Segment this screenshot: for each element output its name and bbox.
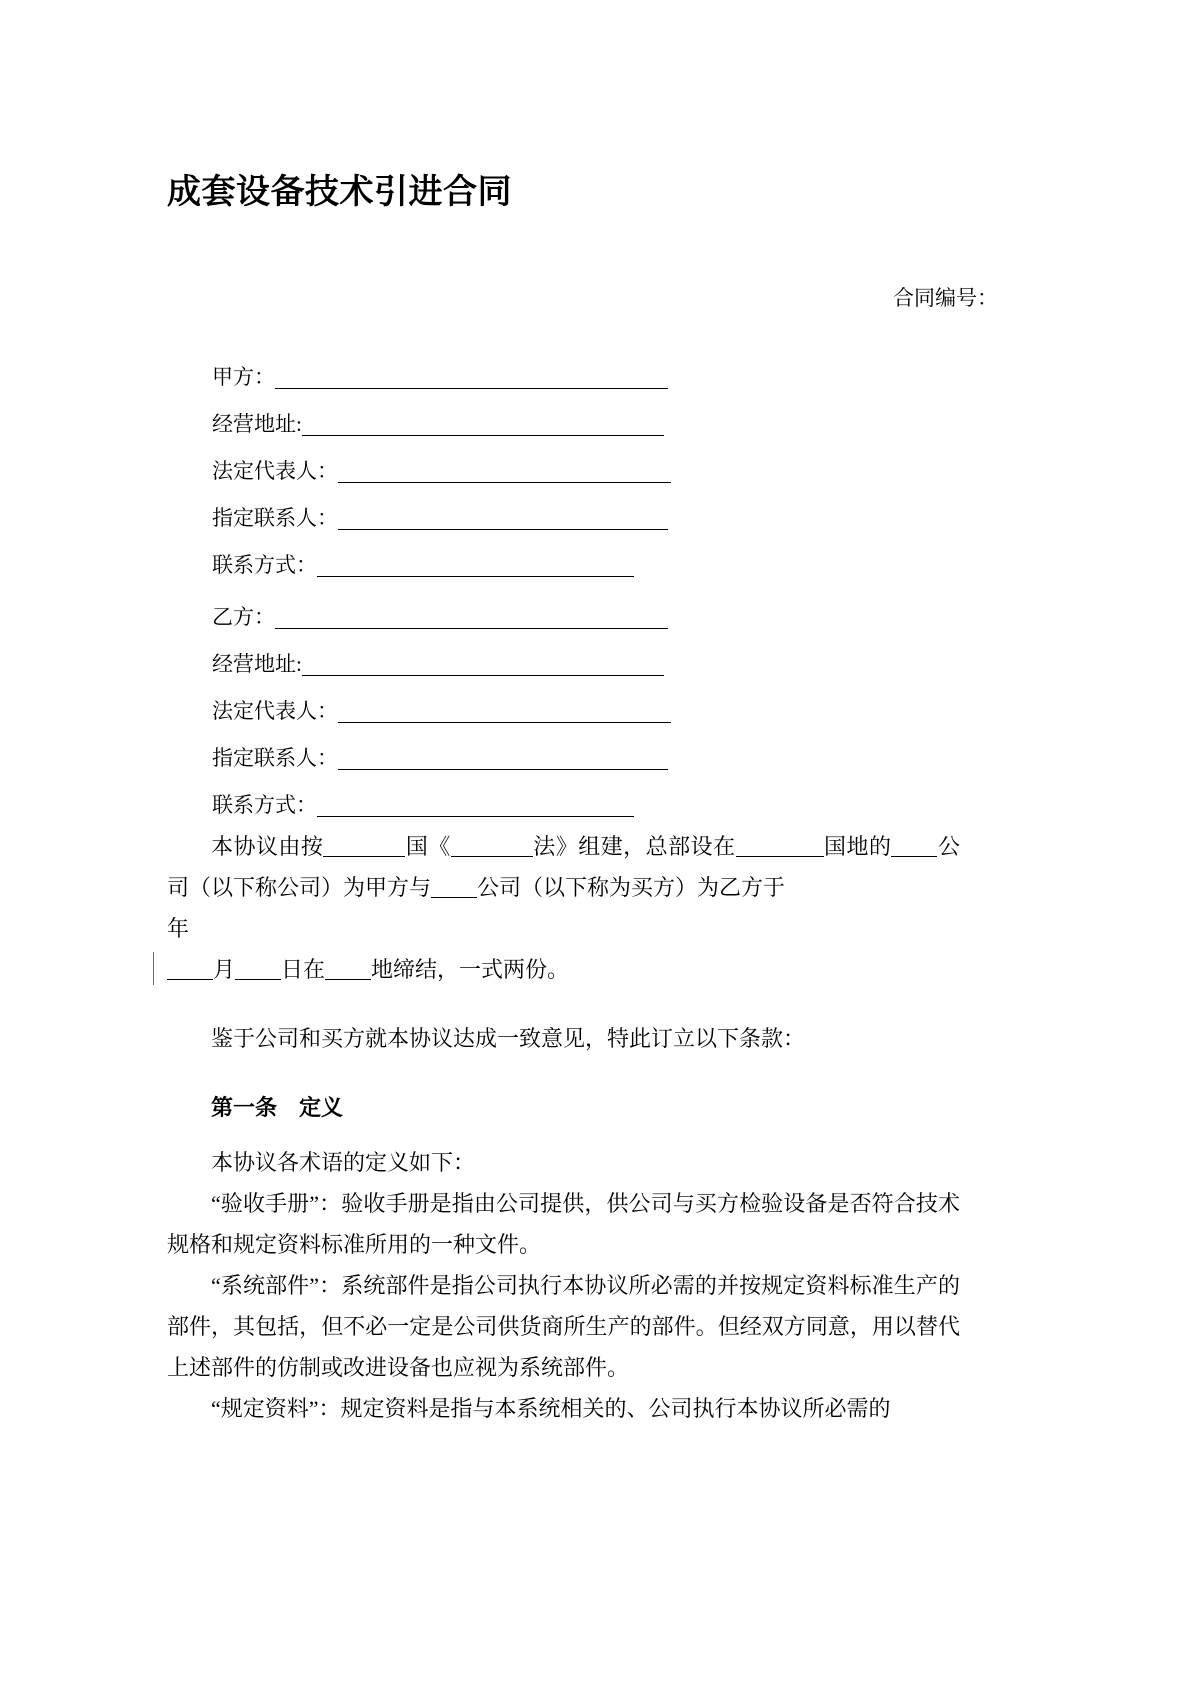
- blank-law-name[interactable]: [451, 855, 533, 857]
- signing-date-line: [167, 949, 960, 990]
- field-party-b-contact-person: [212, 731, 912, 778]
- field-party-a-contact-person: [212, 491, 912, 538]
- preamble-paragraph: [167, 826, 960, 949]
- field-label: 指定联系人：: [212, 506, 338, 530]
- blank-headquarters-country[interactable]: [736, 855, 824, 857]
- preamble-seg2: 国《: [405, 834, 451, 859]
- date-seg3: 地缔结，一式两份。: [371, 957, 570, 982]
- field-party-b-contact-method: [212, 778, 912, 825]
- document-body: [167, 826, 960, 1429]
- field-label: 经营地址:: [212, 412, 302, 436]
- fill-in-rule[interactable]: [302, 434, 664, 436]
- preamble-seg4: 国地的: [823, 834, 892, 859]
- field-party-b-name: [212, 590, 912, 637]
- blank-company-a[interactable]: [891, 855, 937, 857]
- blank-month[interactable]: [167, 978, 213, 980]
- revision-change-bar: [153, 952, 154, 985]
- field-party-a-contact-method: [212, 538, 912, 585]
- party-a-block: [212, 350, 912, 585]
- spacer: [167, 990, 960, 1018]
- field-label: 乙方：: [212, 605, 275, 629]
- party-b-block: [212, 590, 912, 825]
- field-label: 甲方：: [212, 365, 275, 389]
- definition-specified-materials: “规定资料”：规定资料是指与本系统相关的、公司执行本协议所必需的: [211, 1396, 891, 1421]
- clause-one-heading: 第一条 定义: [211, 1095, 344, 1120]
- spacer: [167, 1128, 960, 1142]
- date-seg1: 月: [213, 957, 236, 982]
- contract-number-label: 合同编号：: [893, 286, 998, 310]
- preamble-seg7: 年: [167, 916, 190, 941]
- preamble-seg3: 法》组建，总部设在: [532, 834, 736, 859]
- page-title: 成套设备技术引进合同: [167, 173, 512, 211]
- fill-in-rule[interactable]: [275, 627, 668, 629]
- blank-place[interactable]: [325, 978, 371, 980]
- fill-in-rule[interactable]: [338, 768, 668, 770]
- fill-in-rule[interactable]: [275, 387, 668, 389]
- recital-paragraph: 鉴于公司和买方就本协议达成一致意见，特此订立以下条款：: [211, 1026, 806, 1051]
- field-label: 联系方式：: [212, 553, 317, 577]
- field-party-b-address: [212, 637, 912, 684]
- field-party-a-address: [212, 397, 912, 444]
- field-party-a-legal-rep: [212, 444, 912, 491]
- field-label: 经营地址:: [212, 652, 302, 676]
- fill-in-rule[interactable]: [338, 528, 668, 530]
- preamble-seg5: 公司（以下称公司）为甲方与: [167, 834, 960, 900]
- spacer: [167, 1059, 960, 1087]
- fill-in-rule[interactable]: [338, 481, 671, 483]
- date-seg2: 日在: [281, 957, 326, 982]
- definition-acceptance-manual: “验收手册”：验收手册是指由公司提供，供公司与买方检验设备是否符合技术规格和规定资料标准所用的一种文件。: [167, 1191, 960, 1257]
- preamble-seg1: 本协议由按: [211, 834, 324, 859]
- blank-company-b[interactable]: [431, 896, 477, 898]
- preamble-seg6: 公司（以下称为买方）为乙方于: [477, 875, 786, 900]
- clause-one-intro: 本协议各术语的定义如下：: [211, 1150, 476, 1175]
- field-label: 联系方式：: [212, 793, 317, 817]
- field-label: 指定联系人：: [212, 746, 338, 770]
- fill-in-rule[interactable]: [317, 575, 634, 577]
- field-label: 法定代表人：: [212, 699, 338, 723]
- fill-in-rule[interactable]: [302, 674, 664, 676]
- fill-in-rule[interactable]: [338, 721, 671, 723]
- blank-country-law-origin[interactable]: [323, 855, 405, 857]
- field-party-b-legal-rep: [212, 684, 912, 731]
- field-party-a-name: [212, 350, 912, 397]
- field-label: 法定代表人：: [212, 459, 338, 483]
- blank-day[interactable]: [235, 978, 281, 980]
- fill-in-rule[interactable]: [317, 815, 634, 817]
- definition-system-components: “系统部件”：系统部件是指公司执行本协议所必需的并按规定资料标准生产的部件，其包括，但不必一定是公司供货商所生产的部件。但经双方同意，用以替代上述部件的仿制或改进设备也应视为系统部件。: [167, 1273, 960, 1380]
